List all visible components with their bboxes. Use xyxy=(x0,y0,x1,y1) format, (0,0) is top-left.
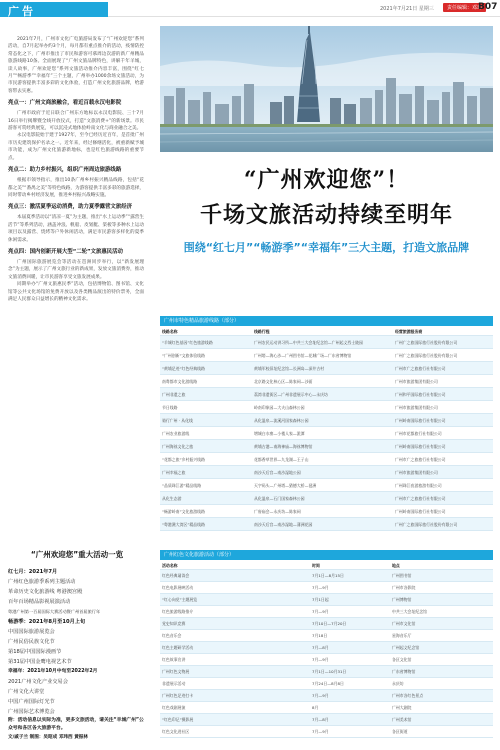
table-cell: 永庆坊 xyxy=(390,678,493,690)
table-cell: 广州市广之旅旅行社有限公司 xyxy=(393,492,493,505)
table-cell: 广州广之旅国际旅行社股份有限公司 xyxy=(393,336,493,349)
table-cell: 节日线路 xyxy=(160,401,252,414)
table-cell: 各区街道 xyxy=(390,726,493,738)
table-cell: 广州农业旅游线 xyxy=(160,427,252,440)
table-cell: 广州市广之旅旅行社有限公司 xyxy=(393,453,493,466)
table-cell: 广州美术馆 xyxy=(390,714,493,726)
column-header: 线路名称 xyxy=(160,328,252,336)
table-cell: 广府庙会—永庆坊—陈家祠 xyxy=(252,505,393,518)
sidebar-note: 附：活动信息以实际为准，更多文旅活动，请关注“羊城广州”公众号和各区各大旅游平台。 xyxy=(8,718,144,731)
table-row xyxy=(160,690,493,702)
headline-line-2: 千场文旅活动持续至明年 xyxy=(199,202,453,228)
table-cell: 广州市文化馆 xyxy=(390,618,493,630)
table-cell: 7月—9月 xyxy=(310,654,390,666)
table-cell: 7月1日—10月31日 xyxy=(310,666,390,678)
sidebar-line: 中国广州国际灯光节 xyxy=(8,699,55,705)
table-cell: 岭南印象园—大夫山森林公园 xyxy=(252,401,393,414)
table-cell: 星海音乐厅 xyxy=(390,630,493,642)
table-cell: 红色文化进社区 xyxy=(160,726,310,738)
table-cell: 广州市花都旅行社有限公司 xyxy=(393,427,493,440)
table-cell: 北京路文化核心区—陈家祠—沙面 xyxy=(252,375,393,388)
table-cell: 7月10日—7月20日 xyxy=(310,618,390,630)
table-cell: 红色音乐会 xyxy=(160,630,310,642)
table-cell: 广州广之旅国际旅行社股份有限公司 xyxy=(393,518,493,531)
table-row xyxy=(160,654,493,666)
sidebar-heading: “广州欢迎您”重大活动一览 xyxy=(30,550,124,559)
table-cell: “品质珠江游”精品线路 xyxy=(160,479,252,492)
table-row xyxy=(160,362,493,375)
sidebar-line: 幸福年：2021年10月中旬至2022年2月 xyxy=(8,669,98,674)
table-row xyxy=(160,618,493,630)
table-cell: 广州非遗之旅 xyxy=(160,388,252,401)
table-row xyxy=(160,414,493,427)
sidebar-line: 百年百场精品影视展演活动 xyxy=(8,599,71,605)
table-cell: 红色戏剧展演 xyxy=(160,702,310,714)
table-cell: 7月24日—8月8日 xyxy=(310,678,390,690)
sidebar-credits: 文/戚子兰 制图：吴昭成 邓玮西 黄振林 xyxy=(8,735,88,740)
table-cell: 红色电影展映活动 xyxy=(160,582,310,594)
sidebar-line: 2021广州文化产业交易会 xyxy=(8,679,68,685)
table-cell: 7月—9月 xyxy=(310,582,390,594)
table-cell: 红色旅游线路推介 xyxy=(160,606,310,618)
table-cell: “广州创新”文旅体验线路 xyxy=(160,349,252,362)
table-cell: 广州市各红色景点 xyxy=(390,690,493,702)
section-heading-4: 亮点四：国内创新开展大型“二轮”文旅惠民活动 xyxy=(8,248,123,255)
table-cell: 7月1日起 xyxy=(310,594,390,606)
section-paragraph: 广州国际旅游展览会等活动在琶洲同步举行，以“新发展理念”为主题，展示了广州文旅行业的新成果，发放文旅消费券，推动文旅消费回暖，让市民游客享受文旅发展成果。 xyxy=(8,259,144,280)
column-header: 活动名称 xyxy=(160,562,310,570)
table-cell: 荔湾非遗街区—广州非遗展示中心—永庆坊 xyxy=(252,388,393,401)
routes-table xyxy=(160,328,493,531)
table-cell: 广州市各影院 xyxy=(390,582,493,594)
issue-date: 2021年7月21日 星期三 xyxy=(380,6,434,12)
page-header xyxy=(0,0,500,17)
table-row xyxy=(160,582,493,594)
table-cell: “红心向党”主题展览 xyxy=(160,594,310,606)
table-row xyxy=(160,630,493,642)
sidebar-line: 第18届中国国际漫画节 xyxy=(8,649,62,655)
table-cell: 从化温泉—石门国家森林公园 xyxy=(252,492,393,505)
table-row xyxy=(160,702,493,714)
table-cell: 广州市旅游集团有限公司 xyxy=(393,375,493,388)
table-cell: 广州塔—海心沙—广州图书馆—花城广场—广东省博物馆 xyxy=(252,349,393,362)
page-number: B07 xyxy=(478,2,498,12)
table-row xyxy=(160,678,493,690)
subheadline: 围绕“红七月”“畅游季”“幸福年”三大主题，打造文旅品牌 xyxy=(183,241,470,254)
table-row xyxy=(160,466,493,479)
table-cell: 广州市广之旅旅行社有限公司 xyxy=(393,362,493,375)
table-cell: 红色故事宣讲 xyxy=(160,654,310,666)
table-row xyxy=(160,642,493,654)
section-heading-2: 亮点二：助力乡村振兴，组织广州周边旅游线路 xyxy=(8,167,122,174)
section-paragraph: 广州市政府于近日联合广州东方地标以永汉电影院、三十7月16日举行揭牌暨全线开放仪式，打造“文旅消费+”的新场景。市民游客可赏经典展览，可以沉浸式地体验岭南文化与商业融合之美。 xyxy=(8,111,144,132)
table-cell: 黄埔军校旧址纪念馆—长洲岛—深井古村 xyxy=(252,362,393,375)
table-cell: 广州大剧院 xyxy=(390,702,493,714)
sidebar-line: 第31届中国金鹰电视艺术节 xyxy=(8,659,72,665)
sidebar-line: 广州红色旅游季系列主题活动 xyxy=(8,579,76,585)
sidebar-line: 革命历史文化旅游线 粤港澳宫殿 xyxy=(8,589,83,595)
table-cell: 7月18日 xyxy=(310,630,390,642)
section-paragraph: 根据市领导指示，推出10条广州乡村振兴精品线路，包括“花都之美”“番禺之美”等特色线路，为游客提供丰富多彩的旅游选择，同时带动乡村经济发展，推进乡村振兴战略实施。 xyxy=(8,178,144,198)
table-cell: 从化温泉—流溪河国家森林公园 xyxy=(252,414,393,427)
section-bar xyxy=(0,2,108,17)
section-heading-3: 亮点三：激活夏季运动消费，助力夏季露营文旅经济 xyxy=(8,204,132,211)
table-row xyxy=(160,401,493,414)
table-row xyxy=(160,570,493,582)
table-cell: 骑行广州 · 从化线 xyxy=(160,414,252,427)
table-row xyxy=(160,336,493,349)
table-cell: 党史知识竞赛 xyxy=(160,618,310,630)
table-row xyxy=(160,349,493,362)
section-paragraph: 同期举办“广州文旅惠民季”活动，包括博物馆、图书馆、文化馆等公共文化场馆的免费开放以及各类精品演出的特价票务，全面满足人民群众日益增长的精神文化需求。 xyxy=(8,282,144,302)
table2-title: 广州红色文化旅游活动（部分） xyxy=(160,550,493,560)
table-cell: 广州岭南国际旅行社有限公司 xyxy=(393,440,493,453)
table-cell: 7月—9月 xyxy=(310,690,390,702)
table-cell: 8月 xyxy=(310,702,390,714)
column-header: 经营旅游服务商 xyxy=(393,328,493,336)
table1-title: 广州市特色精品旅游线路（部分） xyxy=(160,316,493,326)
table-row xyxy=(160,666,493,678)
table-cell: 从化生态游 xyxy=(160,492,252,505)
table-cell: 南沙天后宫—南沙湿地—蒲洲花园 xyxy=(252,518,393,531)
table-cell: 广州起义纪念馆 xyxy=(390,642,493,654)
table-cell: 非遗展示活动 xyxy=(160,678,310,690)
section-title: 广告 xyxy=(8,5,36,18)
table-cell: “黄埔足迹”红色经典线路 xyxy=(160,362,252,375)
section-paragraph: 永汉电影院始于建于1927年，至今已经历近百年，是首批广州市历史建筑保护名录之一。近年来，经过修缮活化，被重新赋予城市功能，成为广州文化旅游新地标，也是红色旅游线路的重要节点。 xyxy=(8,133,144,161)
table-cell: 7月—9月 xyxy=(310,606,390,618)
table-cell: 广州红色文物展 xyxy=(160,666,310,678)
table-cell: 红色经典诵读会 xyxy=(160,570,310,582)
table-row xyxy=(160,606,493,618)
column-header: 时间 xyxy=(310,562,390,570)
headline-block xyxy=(160,163,493,311)
table-cell: 广州博物馆 xyxy=(390,594,493,606)
table-cell: 南沙天后宫—南沙湿地公园 xyxy=(252,466,393,479)
table-cell: 广州农民运动讲习所—中共三大会址纪念馆—广州起义烈士陵园 xyxy=(252,336,393,349)
table-row xyxy=(160,714,493,726)
sidebar-line: 广州文化大讲堂 xyxy=(8,689,45,695)
table-cell: 广东省博物馆 xyxy=(390,666,493,678)
editor-badge: 责任编辑：邓玮 xyxy=(443,3,486,12)
table-cell: “花都之旅”乡村振兴线路 xyxy=(160,453,252,466)
table-cell: 红色主题研学活动 xyxy=(160,642,310,654)
table-row xyxy=(160,518,493,531)
sidebar-line: 畅游季：2021年8月至10月上旬 xyxy=(8,619,86,625)
table-cell: 广州红色足迹打卡 xyxy=(160,690,310,702)
table-cell: 中共三大会址纪念馆 xyxy=(390,606,493,618)
table-row xyxy=(160,440,493,453)
sidebar-line: 广州民俗民族文化节 xyxy=(8,639,55,645)
headline-line-1: “广州欢迎您”！ xyxy=(243,167,410,193)
table-cell: 广州市旅游集团有限公司 xyxy=(393,466,493,479)
canton-tower-photo xyxy=(160,26,493,152)
table-cell: 广州幸福之旅 xyxy=(160,466,252,479)
table-cell: “畅游岭南”文化旅游线路 xyxy=(160,505,252,518)
sidebar-line: 粤港广州第一百届国际大赛活动暨广州首届旅行年 xyxy=(8,609,101,614)
table-row xyxy=(160,388,493,401)
table-cell: 花都香草世界—九龙湖—王子山 xyxy=(252,453,393,466)
table-cell: 7月1日—8月15日 xyxy=(310,570,390,582)
table-row xyxy=(160,594,493,606)
table-cell: 增城白水寨—小楼人家—派潭 xyxy=(252,427,393,440)
column-header: 线路行程 xyxy=(252,328,393,336)
table-cell: 7月—8月 xyxy=(310,714,390,726)
table-cell: 广州岭南国际旅行社有限公司 xyxy=(393,414,493,427)
sidebar-line: 红七月：2021年7月 xyxy=(8,569,58,575)
table-row xyxy=(160,427,493,440)
table-cell: “红色印记”摄影展 xyxy=(160,714,310,726)
table-row xyxy=(160,375,493,388)
red-culture-events-table xyxy=(160,562,493,738)
section-paragraph: 本届夏季活动以“清凉一夏”为主题，推出“水上运动季”“露营生活节”等系列活动，涵盖冲浪、帆船、皮划艇、桨板等多种水上运动项目以及露营、烧烤等户外休闲活动，满足市民游客多样化的夏季休闲需求。 xyxy=(8,215,144,243)
intro-paragraph: 2021年7月，广州市文化广电旅游局发布了“广州欢迎您”系列活动，自7月起举办约3个月，每月都有重点推介的活动，疫情防控常态化之下，广州市推出了市民和游客可慕周边次游的新广州精品旅游线路10条。全面展现了“广州文旅品牌特色，讲解千年羊城，读人故事，广州欢迎您”系列文旅活动推介内容丰富，围绕“红七月”“畅游季”“幸福年”三个主题，广州举办1000余场文旅活动，为市民游客提供丰富多彩的文化体验，打造广州文化旅游品牌，给游客带去实惠。 xyxy=(8,37,144,94)
sidebar-line: 广州国际艺术博览会 xyxy=(8,709,55,715)
table-cell: 7月—9月 xyxy=(310,726,390,738)
table-cell: 广州岭南国际旅行社有限公司 xyxy=(393,505,493,518)
sidebar-line: 中国国际旅游展览会 xyxy=(8,629,55,635)
table-cell: “羊城红色基因”红色旅游线路 xyxy=(160,336,252,349)
table-cell: “粤港澳大湾区”精品线路 xyxy=(160,518,252,531)
table-cell: 各区文化馆 xyxy=(390,654,493,666)
table-cell: 广州珠江夜游旅游有限公司 xyxy=(393,479,493,492)
table-row xyxy=(160,453,493,466)
table-row xyxy=(160,492,493,505)
table-row xyxy=(160,505,493,518)
table-cell: 广州市旅游集团有限公司 xyxy=(393,401,493,414)
table-cell: 南粤都市文化游线路 xyxy=(160,375,252,388)
table-cell: 广州海丝文化之旅 xyxy=(160,440,252,453)
table-row xyxy=(160,479,493,492)
table-cell: 黄埔古港—南海神庙—海丝博物馆 xyxy=(252,440,393,453)
section-heading-1: 亮点一：广州文商旅融合，看近百载永汉电影院 xyxy=(8,100,122,107)
table-cell: 7月—8月 xyxy=(310,642,390,654)
table-header-row xyxy=(160,328,493,336)
table-cell: 天字码头—广州塔—猎德大桥—琶洲 xyxy=(252,479,393,492)
table-cell: 广州广之旅国际旅行社股份有限公司 xyxy=(393,349,493,362)
column-header: 地点 xyxy=(390,562,493,570)
skyline-illustration xyxy=(160,26,493,152)
table-row xyxy=(160,726,493,738)
table-header-row xyxy=(160,562,493,570)
events-sidebar xyxy=(8,549,146,743)
table-cell: 广州图书馆 xyxy=(390,570,493,582)
table-cell: 广州和平国际旅行社有限公司 xyxy=(393,388,493,401)
